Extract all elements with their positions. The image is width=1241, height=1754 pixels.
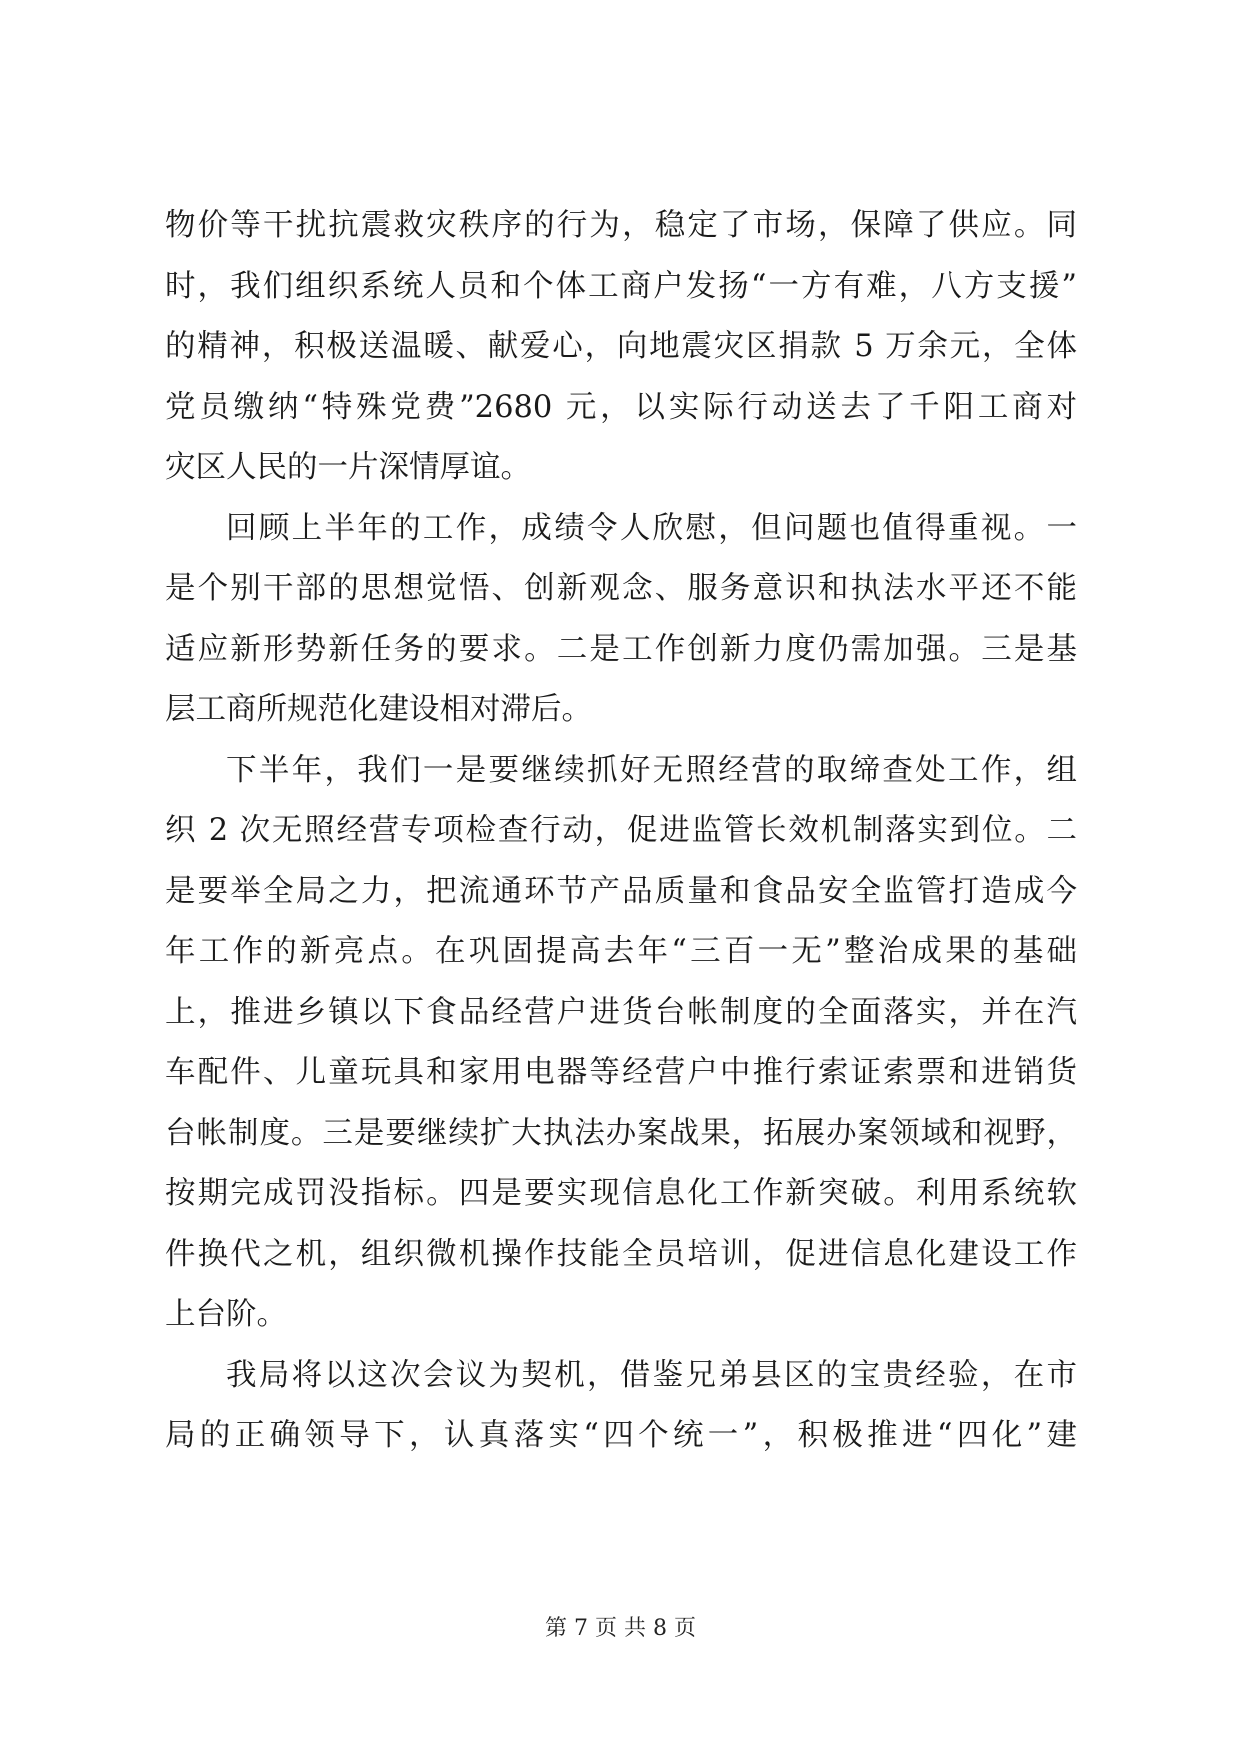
text-line: 是要举全局之力，把流通环节产品质量和食品安全监管打造成今	[165, 873, 1077, 909]
text-line: 台帐制度。三是要继续扩大执法办案战果，拓展办案领域和视野，	[165, 1115, 1077, 1151]
paragraph-conclusion	[165, 1346, 1077, 1467]
text-line: 下半年，我们一是要继续抓好无照经营的取缔查处工作，组	[226, 752, 1077, 788]
paragraph-second-half-plan	[165, 741, 1077, 1346]
text-line: 灾区人民的一片深情厚谊。	[165, 450, 531, 485]
text-line: 年工作的新亮点。在巩固提高去年“三百一无”整治成果的基础	[165, 934, 1077, 969]
paragraph-review-problems	[165, 499, 1077, 741]
text-line: 党员缴纳“特殊党费”2680 元，以实际行动送去了千阳工商对	[165, 389, 1077, 425]
body-text	[165, 196, 1077, 1467]
text-line: 回顾上半年的工作，成绩令人欣慰，但问题也值得重视。一	[226, 510, 1077, 546]
text-line: 上台阶。	[165, 1297, 287, 1332]
text-line: 局的正确领导下，认真落实“四个统一”，积极推进“四化”建	[165, 1418, 1077, 1453]
text-line: 层工商所规范化建设相对滞后。	[165, 692, 592, 727]
text-line: 适应新形势新任务的要求。二是工作创新力度仍需加强。三是基	[165, 631, 1077, 667]
text-line: 我局将以这次会议为契机，借鉴兄弟县区的宝贵经验，在市	[226, 1357, 1077, 1393]
text-line: 的精神，积极送温暖、献爱心，向地震灾区捐款 5 万余元，全体	[165, 329, 1077, 364]
text-line: 物价等干扰抗震救灾秩序的行为，稳定了市场，保障了供应。同	[165, 208, 1077, 243]
text-line: 上，推进乡镇以下食品经营户进货台帐制度的全面落实，并在汽	[165, 994, 1077, 1030]
text-line: 件换代之机，组织微机操作技能全员培训，促进信息化建设工作	[165, 1236, 1077, 1272]
text-line: 是个别干部的思想觉悟、创新观念、服务意识和执法水平还不能	[165, 571, 1077, 606]
page-number-footer: 第 7 页 共 8 页	[545, 1616, 696, 1641]
text-line: 车配件、儿童玩具和家用电器等经营户中推行索证索票和进销货	[165, 1055, 1077, 1090]
text-line: 织 2 次无照经营专项检查行动，促进监管长效机制落实到位。二	[165, 813, 1077, 848]
paragraph-earthquake-relief	[165, 196, 1077, 499]
text-line: 按期完成罚没指标。四是要实现信息化工作新突破。利用系统软	[165, 1176, 1077, 1211]
text-line: 时，我们组织系统人员和个体工商户发扬“一方有难，八方支援”	[165, 268, 1077, 304]
